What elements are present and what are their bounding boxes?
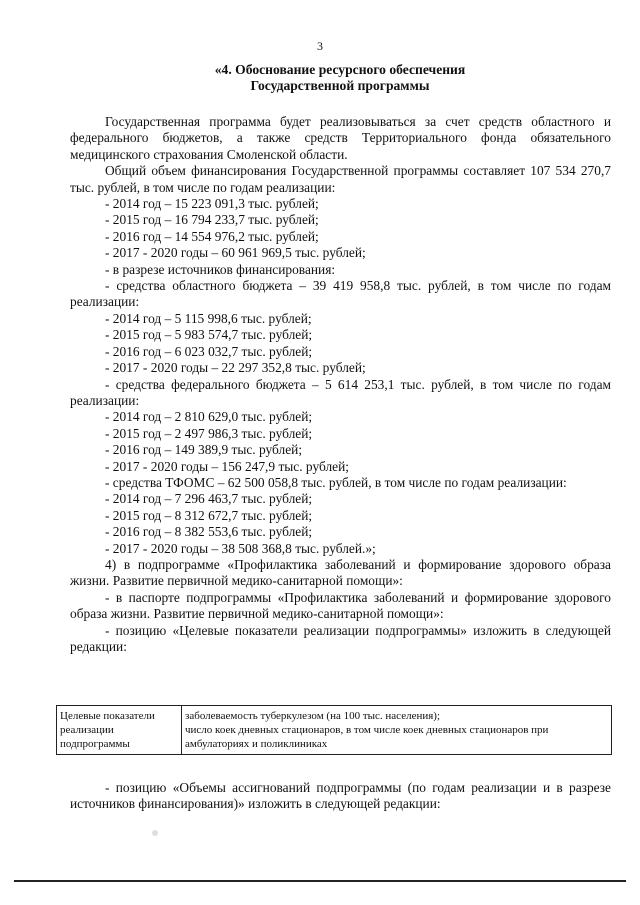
table-cell-label: Целевые показатели реализации подпрограммы <box>57 706 182 755</box>
total-funding-paragraph: Общий объем финансирования Государственной программы составляет 107 534 270,7 тыс. рублей, в том числе по годам реализации: <box>70 163 611 195</box>
intro-paragraph: Государственная программа будет реализовываться за счет средств областного и федерального бюджетов, а также средств Территориального фонда обязательного медицинского страхования Смоленской области. <box>70 114 611 162</box>
list-item: - 2016 год – 6 023 032,7 тыс. рублей; <box>105 343 313 359</box>
list-item: - 2014 год – 7 296 463,7 тыс. рублей; <box>105 491 313 507</box>
target-indicators-table <box>56 705 612 755</box>
federal-budget-paragraph: - средства федерального бюджета – 5 614 253,1 тыс. рублей, в том числе по годам реализации: <box>70 376 611 408</box>
list-item: - 2015 год – 5 983 574,7 тыс. рублей; <box>105 327 313 343</box>
scan-artifact <box>152 830 158 836</box>
document-body <box>70 114 611 655</box>
list-item: - 2014 год – 5 115 998,6 тыс. рублей; <box>105 310 312 326</box>
allocations-paragraph: - позицию «Объемы ассигнований подпрограммы (по годам реализации и в разрезе источников финансирования)» изложить в следующей редакции: <box>70 780 611 812</box>
table-row <box>57 706 612 755</box>
page-number: 3 <box>317 39 323 53</box>
list-item: - 2017 - 2020 годы – 60 961 969,5 тыс. рублей; <box>105 245 366 261</box>
list-item: - в разрезе источников финансирования: <box>105 261 336 277</box>
list-item: - 2014 год – 15 223 091,3 тыс. рублей; <box>105 196 319 212</box>
list-item: - 2015 год – 16 794 233,7 тыс. рублей; <box>105 212 319 228</box>
after-table-block <box>70 780 611 813</box>
list-item: - 2016 год – 8 382 553,6 тыс. рублей; <box>105 524 313 540</box>
tfoms-paragraph: - средства ТФОМС – 62 500 058,8 тыс. рублей, в том числе по годам реализации: <box>105 474 567 490</box>
list-item: - 2014 год – 2 810 629,0 тыс. рублей; <box>105 409 313 425</box>
indicator-line: число коек дневных стационаров, в том числе коек дневных стационаров при амбулаториях и поликлиниках <box>185 724 549 750</box>
position-paragraph: - позицию «Целевые показатели реализации подпрограммы» изложить в следующей редакции: <box>70 622 611 654</box>
list-item: - 2017 - 2020 годы – 156 247,9 тыс. рублей; <box>105 458 349 474</box>
list-item: - 2016 год – 149 389,9 тыс. рублей; <box>105 442 303 458</box>
section-title-line-1: «4. Обоснование ресурсного обеспечения <box>214 62 466 77</box>
table-cell-values <box>182 706 612 755</box>
list-item: - 2016 год – 14 554 976,2 тыс. рублей; <box>105 228 319 244</box>
bottom-border-line <box>14 880 626 882</box>
regional-budget-paragraph: - средства областного бюджета – 39 419 958,8 тыс. рублей, в том числе по годам реализации: <box>70 278 611 310</box>
passport-paragraph: - в паспорте подпрограммы «Профилактика заболеваний и формирование здорового образа жизни. Развитие первичной медико-санитарной помощи»: <box>70 589 611 622</box>
section-title-line-2: Государственной программы <box>250 78 430 93</box>
list-item: - 2015 год – 8 312 672,7 тыс. рублей; <box>105 507 313 523</box>
list-item: - 2017 - 2020 годы – 38 508 368,8 тыс. рублей.»; <box>105 540 376 556</box>
list-item: - 2017 - 2020 годы – 22 297 352,8 тыс. рублей; <box>105 360 366 376</box>
indicator-line: заболеваемость туберкулезом (на 100 тыс. населения); <box>185 710 441 722</box>
subprogram-paragraph: 4) в подпрограмме «Профилактика заболеваний и формирование здорового образа жизни. Развитие первичной медико-санитарной помощи»: <box>70 556 611 589</box>
list-item: - 2015 год – 2 497 986,3 тыс. рублей; <box>105 425 313 441</box>
section-title <box>70 62 610 94</box>
